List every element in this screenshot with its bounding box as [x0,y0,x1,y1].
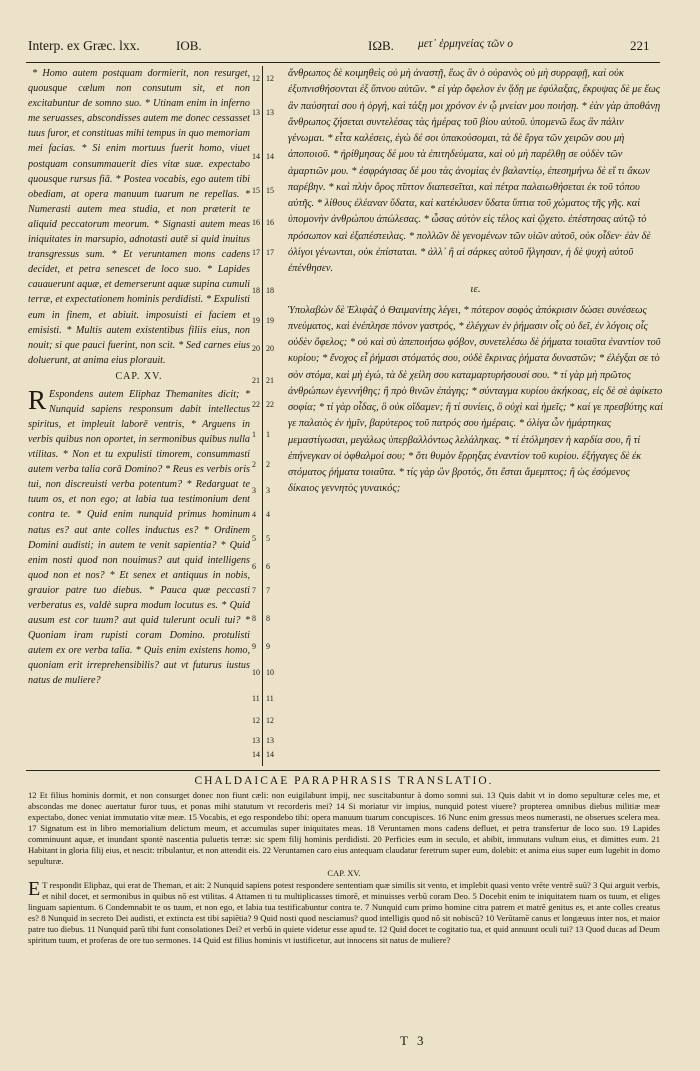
verse-num: 6 [266,562,270,571]
verse-num: 5 [266,534,270,543]
verse-num: 20 [266,344,274,353]
chaldaic-title: CHALDAICAE PARAPHRASIS TRANSLATIO. [194,775,494,787]
header-rule [26,62,660,63]
verse-num: 6 [252,562,256,571]
chaldaic-section [28,790,660,1030]
verse-num: 2 [266,460,270,469]
verse-num: 10 [252,668,260,677]
verse-num: 12 [252,74,260,83]
page-number: 221 [630,38,650,53]
verse-num: 13 [252,108,260,117]
verse-num: 13 [266,736,274,745]
latin-paragraph-2 [28,384,250,689]
verse-num: 10 [266,668,274,677]
signature-mark: T 3 [400,1033,427,1048]
verse-num: 14 [266,750,274,759]
verse-num: 12 [266,74,274,83]
verse-num: 7 [266,586,270,595]
column-divider [262,66,263,766]
verse-num: 3 [252,486,256,495]
verse-num: 20 [252,344,260,353]
verse-num: 14 [252,750,260,759]
header-left: Interp. ex Græc. lxx. [28,38,140,53]
verse-num: 21 [252,376,260,385]
chaldaic-paragraph-1: 12 Et filius hominis dormit, et non consurget donec non fiunt cæli: non euigilabunt impij, nec suscitabuntur à domo somni sui. 13 Quis dabit vt in domo sepulturæ celes me, et abscondas me donec auertatur furor tuus, et ponas mihi statutum vt recorderis mei? 14 Si moriatur vir impius, nunquid potest viuere? propterea omnibus diebus militiæ meæ expectabo, donec veniat immutatio vitæ meæ. 15 Vocabis, et ego respondebo tibi: opera manuum tuarum concupisces. 16 Nunc enim gressus meos numerasti, ne obserues scelera mea. 17 Signatum est in libro memorialium delictum meum, et accumulas super iniquitates meas. 18 Veruntamen mons cadens defluet, et petra transfertur de loco suo. 19 Lapides comminuunt aquæ, et inundant spontè nascentia puluetis terræ: sic spem filij hominis perdidisti. 20 Perficies eum in seculo, et abibit, immutans vultum eius, et dimittes eum. 21 Habitant in gloria filij eius, et nescit: tribulantur, et non attendit eis. 22 Veruntamen caro eius antequam claudatur feretrum super eum, dolebit: et anima eius super eum lugebit in domo sepulturæ. [28,790,660,866]
verse-num: 1 [252,430,256,439]
verse-num: 16 [266,218,274,227]
verse-num: 3 [266,486,270,495]
verse-num: 21 [266,376,274,385]
verse-num: 14 [266,152,274,161]
verse-num: 15 [266,186,274,195]
chaldaic-paragraph-2 [28,877,660,946]
verse-num: 8 [252,614,256,623]
section-rule [26,770,660,771]
verse-num: 12 [252,716,260,725]
verse-num: 9 [266,642,270,651]
header-center-right: IΩB. [368,38,394,53]
greek-chapter-heading: ιε. [470,283,481,296]
latin-chapter-heading: CAP. XV. [115,370,163,382]
verse-num: 19 [266,316,274,325]
verse-num: 11 [266,694,274,703]
chaldaic-paragraph-2-text: T respondit Eliphaz, qui erat de Theman, et ait: 2 Nunquid sapiens potest respondere sententiam quæ similis sit vento, et implebit quasi vento vrēte ventrē suū? 3 Qui arguit verbis, et nihil docet, et sermonibus in quibus nō est vtilitas. 4 Attamen ti tu multiplicasses timorē, et minuisses verbū coram Deo. 5 Docebit enim te iniquitatem tuam os tuum, et eliges linguam sapientum. 6 Condemnabit te os tuum, et non ego, et labia tua testificabuntur contra te. 7 Nunquid cum primo homine citra patrem et matrē genitus es, et ante colles creatus es? 8 Nunquid in secreto Dei audisti, et extincta est tibi sapiētia? 9 Quid nosti quod nesciamus? quod intelligis quod nō sit nobiscū? 10 Verūtamē canus et longæuus inter nos, et maior patre tuo diebus. 11 Nunquid parū tibi funt consolationes Dei? et verbū in quiete videtur esse apud te. 12 Quid docet te cogitatio tua, et quid annuunt oculi tui? 13 Quod ducas ad Deum spiritum tuum, et proferas de ore tuo sermones. 14 Quid est filius hominis vt iustificetur, aut innocens sit natus de muliere? [28,879,660,945]
latin-paragraph-2-text: Espondens autem Eliphaz Themanites dicit; * Nunquid sapiens responsum dabit intellectus spiritus, et impleuit laborē ventris, * Arguens in verbis quibus non oportet, in sermonibus quibus nulla vtilitas. * Non et tu expulisti timorem, consummasti autem verba talia corā Domino? * Reus es verbis oris tui, non discreuisti verba potentum? * Redarguat te tuum os, et non ego; at labia tua testimonium dent contra te. * Quid enim nunquid primus hominum natus es? aut ante colles inductus es? * Ordinem Domini audisti; in autem te venit sapientia? * Quid enim nosti quod non nouimus? aut quid intelligens quod non et nos? * Et senex et antiquus in nobis, grauior patre tuo diebus. * Pauca quæ peccasti verberatus es, valdè supra modum locutus es. * Quid ausum est cor tuum? aut quid tulerunt oculi tui? * Quoniam iram rupisti coram Domino. protulisti autem ex ore verba talia. * Quis enim existens homo, quoniam erit irreprehensibilis? aut vt futurus iustus natus de muliere? [28,388,250,687]
verse-num: 5 [252,534,256,543]
verse-num: 22 [252,400,260,409]
latin-drop-initial: R [28,384,47,415]
verse-num: 12 [266,716,274,725]
verse-num: 18 [252,286,260,295]
verse-num: 14 [252,152,260,161]
verse-num: 17 [252,248,260,257]
header-center-left: IOB. [176,38,202,53]
verse-numbers-left [252,70,266,760]
header-greek-running: μετ᾽ ἑρμηνείας τῶν ο [418,38,514,50]
latin-paragraph-1: * Homo autem postquam dormierit, non resurget, quousque cælum non consutum sit, et non excitabuntur de somno suo. * Utinam enim in inferno me seruasses, abscondisses autem me donec cessasset tuus furor, et constituas mihi tempus in quo memoriam mei facias. * Si enim mortuus fuerit homo, viuet postquam consummauerit dies vitæ suæ. expectabo quousque rursus fiā. * Postea vocabis, ego autem tibi obediam, at opera manuum tuarum ne repellas. * Numerasti autem mea studia, et non præterit te aliquid peccatorum meorum. * Signasti autem meas iniquitates in marsupio, adnotasti autē si quid inuitus transgressus sum. * Et veruntamen mons cadens decidet, et petra senescet de loco suo. * Lapides cauauerunt aquæ, et demerserunt aquæ supina cumuli terræ, et expectationem hominis perdidisti. * Expulisti eum in finem, et abiuit. imposuisti ei faciem et emisisti. * Multis autem existentibus filiis eius, non nouit; si que pauci fuerint, non scit. * Sed carnes eius doluerunt, at anima eius plorauit. [28,68,250,366]
verse-num: 17 [266,248,274,257]
verse-num: 7 [252,586,256,595]
verse-num: 4 [252,510,256,519]
verse-numbers-right [266,70,280,760]
greek-paragraph-1: ἄνθρωπος δὲ κοιμηθεὶς οὐ μὴ ἀναστῇ, ἕως ἂν ὁ οὐρανὸς οὐ μὴ συρραφῇ, καὶ οὐκ ἐξυπνισθήσονται ἐξ ὕπνου αὐτῶν. * εἰ γὰρ ὄφελον ἐν ᾅδῃ με ἐφύλαξας, ἔκρυψας δὲ με ἕως ἂν παύσηταί σου ἡ ὀργή, καὶ τάξῃ μοι χρόνον ἐν ᾧ μνείαν μου ποιήσῃ. * ἐὰν γὰρ ἀποθάνῃ ἄνθρωπος ζήσεται συντελέσας τὰς ἡμέρας τοῦ βίου αὐτοῦ. ὑπομενῶ ἕως ἂν πάλιν γένωμαι. * εἶτα καλέσεις, ἐγὼ δέ σοι ὑπακούσομαι, τὰ δὲ ἔργα τῶν χειρῶν σου μὴ ἀποποιοῦ. * ἠρίθμησας δέ μου τὰ ἐπιτηδεύματα, καὶ οὐ μὴ παρέλθῃ σε οὐδὲν τῶν ἁμαρτιῶν μου. * ἐσφράγισας δέ μου τὰς ἀνομίας ἐν βαλαντίῳ, ἐπεσημήνω δὲ εἴ τι ἄκων παρέβην. * καὶ πλὴν ὄρος πῖπτον διαπεσεῖται, καὶ πέτρα παλαιωθήσεται ἐκ τοῦ τόπου αὐτῆς. * λίθους ἐλέαναν ὕδατα, καὶ κατέκλυσεν ὕδατα ὕπτια τοῦ χώματος τῆς γῆς. καὶ ὑπομονὴν ἀνθρώπου ἀπώλεσας. * ὦσας αὐτὸν εἰς τέλος καὶ ᾤχετο. ἐπέστησας αὐτῷ τὸ πρόσωπον καὶ ἐξαπέστειλας. * πολλῶν δὲ γενομένων τῶν υἱῶν αὐτοῦ, οὐκ οἶδεν· ἐὰν δὲ ὀλίγοι γένωνται, οὐκ ἐπίσταται. * ἀλλ᾽ ἢ αἱ σάρκες αὐτοῦ ἤλγησαν, ἡ δὲ ψυχὴ αὐτοῦ ἐπένθησεν. [288,68,661,275]
greek-paragraph-2: Ὑπολαβὼν δὲ Ἐλιφὰζ ὁ Θαιμανίτης λέγει, * πότερον σοφὸς ἀπόκρισιν δώσει συνέσεως πνεύματος, καὶ ἐνέπλησε πόνον γαστρός, * ἐλέγχων ἐν ῥήμασιν οἷς οὐ δεῖ, ἐν λόγοις οἷς οὐδὲν ὄφελος; * οὐ καὶ σὺ ἀπεποιήσω φόβον, συνετελέσω δὲ ῥήματα τοιαῦτα ἐναντίον τοῦ κυρίου; * ἔνοχος εἶ ῥήμασι στόματός σου, οὐδὲ ἔκρινας ῥήματα δυναστῶν; * ἐλέγξαι σε τὸ σὸν στόμα, καὶ μὴ ἐγώ, τὰ δὲ χείλη σου καταμαρτυρήσουσί σου. * τί γὰρ μὴ πρῶτος ἀνθρώπων ἐγεννήθης; ἢ πρὸ θινῶν ἐπάγης; * σύνταγμα κυρίου ἀκήκοας, εἰς δὲ σὲ ἀφίκετο σοφία; * τί γὰρ οἶδας, ὃ οὐκ οἴδαμεν; ἢ τί συνίεις, ὃ οὐχὶ καὶ ἡμεῖς; * καί γε πρεσβύτης καί γε παλαιὸς ἐν ἡμῖν, βαρύτερος τοῦ πατρός σου ἡμέραις. * ὀλίγα ὧν ἡμάρτηκας μεμαστίγωσαι, μεγάλως ὑπερβαλλόντως λελάληκας. * τί ἐτόλμησεν ἡ καρδία σου, ἢ τί ἐπήνεγκαν οἱ ὀφθαλμοί σου; * ὅτι θυμὸν ἔρρηξας ἐναντίον τοῦ κυρίου. ἐξήγαγες δὲ ἐκ στόματος ῥήματα τοιαῦτα. * τίς γὰρ ὢν βροτός, ὅτι ἔσται ἄμεμπτος; ἢ ὡς ἐσόμενος δίκαιος γεννητὸς γυναικός; [288,304,663,495]
verse-num: 8 [266,614,270,623]
latin-column [28,66,250,766]
verse-num: 11 [252,694,260,703]
verse-num: 13 [266,108,274,117]
verse-num: 13 [252,736,260,745]
greek-column [288,66,663,766]
chaldaic-drop-initial: E [28,877,41,900]
running-header [28,38,658,60]
verse-num: 9 [252,642,256,651]
verse-num: 2 [252,460,256,469]
verse-num: 4 [266,510,270,519]
verse-num: 19 [252,316,260,325]
verse-num: 15 [252,186,260,195]
chaldaic-chapter-heading: CAP. XV. [327,868,361,878]
verse-num: 18 [266,286,274,295]
verse-num: 16 [252,218,260,227]
verse-num: 22 [266,400,274,409]
verse-num: 1 [266,430,270,439]
